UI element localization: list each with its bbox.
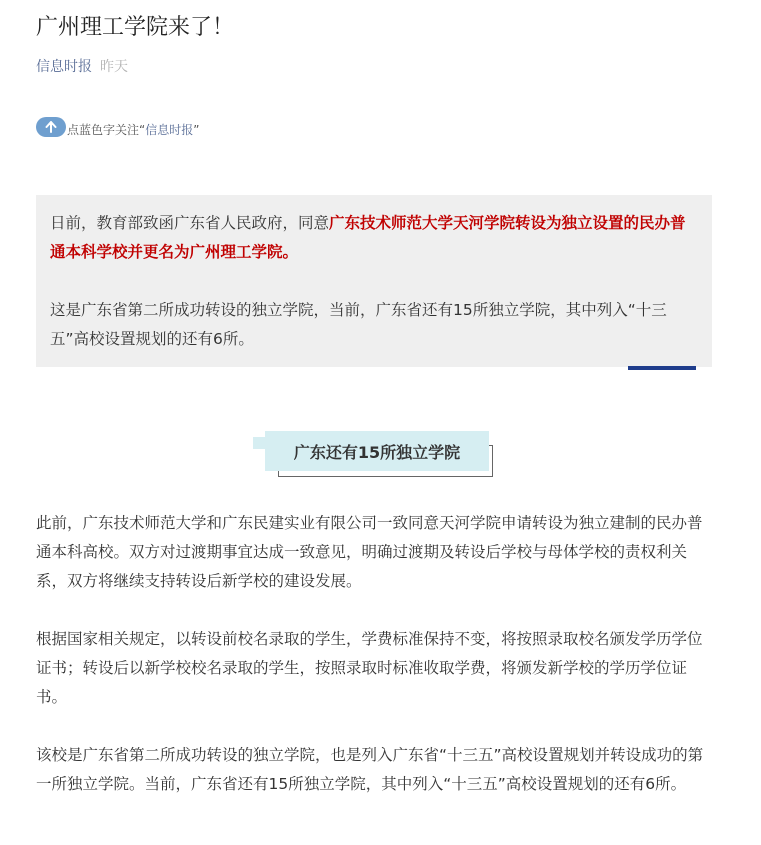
follow-prefix: 点蓝色字关注“ [67, 123, 146, 137]
arrow-up-icon [36, 117, 66, 137]
article-meta [36, 57, 128, 77]
body-paragraph-2: 根据国家相关规定，以转设前校名录取的学生，学费标准保持不变，将按照录取校名颁发学历学位证书；转设后以新学校校名录取的学生，按照录取时标准收取学费，将颁发新学校的学历学位证书。 [36, 630, 703, 706]
follow-prompt [36, 115, 199, 137]
summary-paragraph-1 [50, 209, 700, 267]
body-paragraph-3: 该校是广东省第二所成功转设的独立学院，也是列入广东省“十三五”高校设置规划并转设成功的第一所独立学院。当前，广东省还有15所独立学院，其中列入“十三五”高校设置规划的还有6所。 [36, 746, 704, 793]
account-name-link[interactable]: 信息时报 [36, 59, 92, 75]
section-heading-text: 广东还有15所独立学院 [265, 431, 489, 471]
decor-square [253, 437, 265, 449]
summary-box [36, 195, 712, 367]
publish-date: 昨天 [100, 59, 128, 75]
follow-account-link[interactable]: 信息时报 [145, 123, 194, 137]
section-heading [253, 431, 493, 477]
follow-suffix: ” [193, 123, 200, 137]
follow-text [67, 123, 199, 137]
article-title: 广州理工学院来了！ [36, 15, 235, 40]
summary-text: 日前，教育部致函广东省人民政府，同意 [50, 214, 330, 232]
summary-highlight: 广东技术师范大学天河学院转设为独立设置的民办普通本科学校并更名为广州理工学院。 [50, 214, 686, 261]
summary-paragraph-2: 这是广东省第二所成功转设的独立学院，当前，广东省还有15所独立学院，其中列入“十三五”高校设置规划的还有6所。 [50, 301, 667, 348]
body-paragraph-1: 此前，广东技术师范大学和广东民建实业有限公司一致同意天河学院申请转设为独立建制的民办普通本科高校。双方对过渡期事宜达成一致意见，明确过渡期及转设后学校与母体学校的责权利关系，双方将继续支持转设后新学校的建设发展。 [36, 514, 703, 590]
accent-bar [628, 366, 696, 370]
